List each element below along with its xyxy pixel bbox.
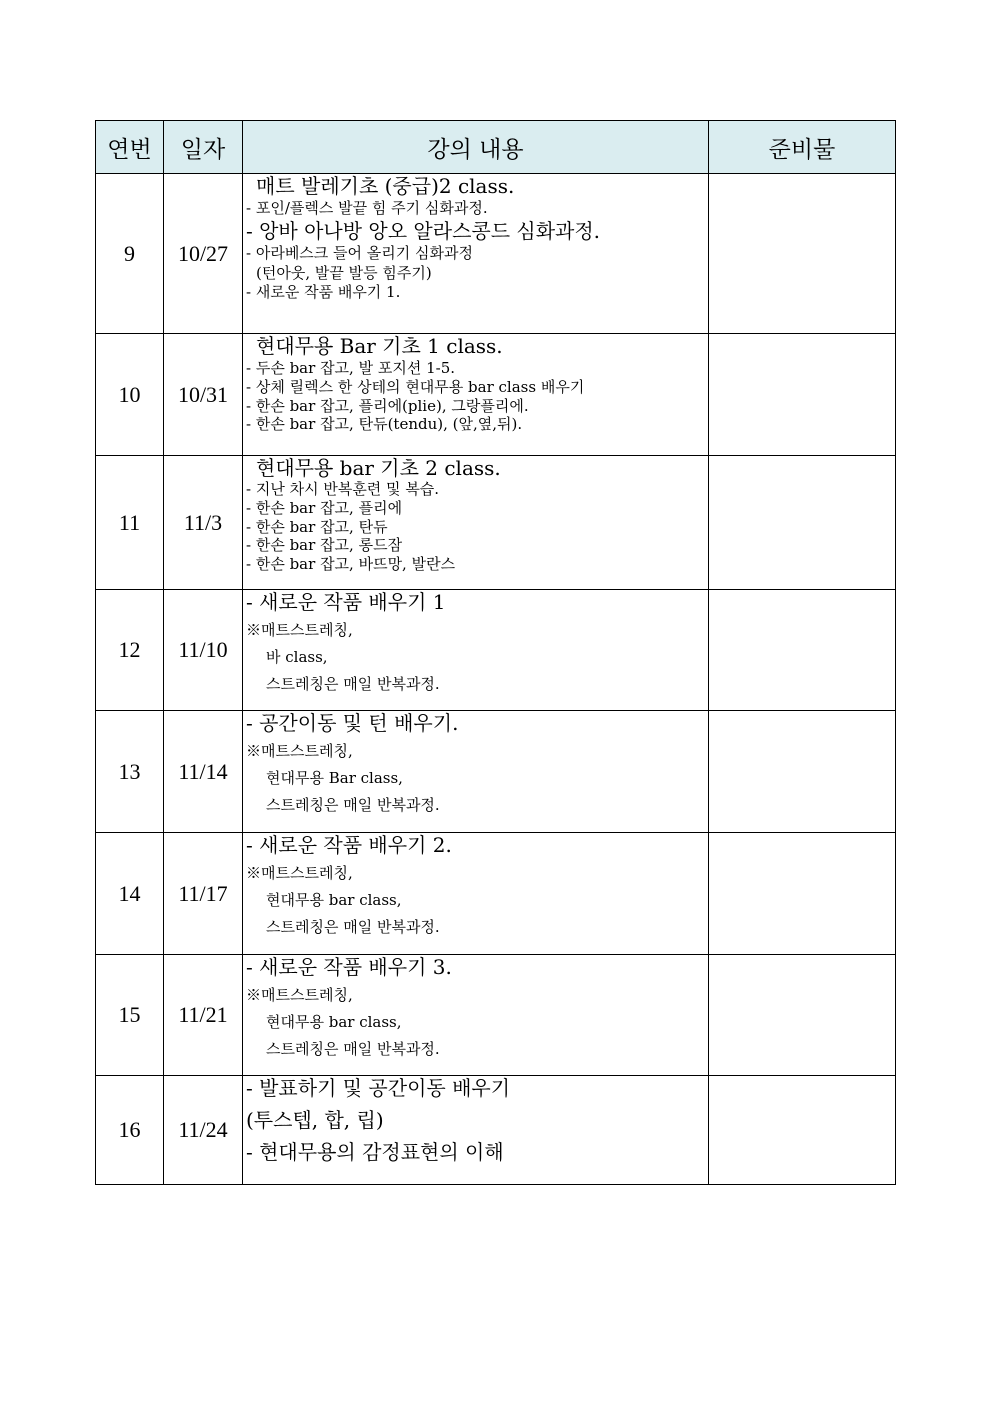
- row-date: 11/3: [164, 456, 243, 590]
- header-row: [96, 121, 896, 174]
- content-line: - 새로운 작품 배우기 1: [246, 590, 446, 614]
- content-line: ※매트스트레칭,: [246, 742, 353, 760]
- table-row: [96, 955, 896, 1076]
- lecture-schedule-table: [95, 120, 896, 1185]
- table-row: [96, 833, 896, 955]
- content-line: - 한손 bar 잡고, 롱드잠: [246, 536, 403, 555]
- row-num: 11: [96, 456, 164, 590]
- row-num: 10: [96, 334, 164, 456]
- content-line: 스트레칭은 매일 반복과정.: [266, 1039, 440, 1058]
- row-content: [243, 711, 709, 833]
- header-materials: 준비물: [709, 121, 896, 174]
- row-content: [243, 334, 709, 456]
- content-line: - 한손 bar 잡고, 플리에(plie), 그랑플리에.: [246, 396, 529, 415]
- content-line: ※매트스트레칭,: [246, 864, 353, 882]
- row-content: [243, 456, 709, 590]
- table-row: [96, 711, 896, 833]
- content-line: - 공간이동 및 턴 배우기.: [246, 711, 459, 735]
- content-line: - 발표하기 및 공간이동 배우기: [246, 1076, 511, 1100]
- content-line: - 앙바 아나방 앙오 알라스콩드 심화과정.: [246, 218, 601, 243]
- row-date: 10/27: [164, 174, 243, 334]
- content-line: 스트레칭은 매일 반복과정.: [266, 795, 440, 814]
- table-row: [96, 174, 896, 334]
- row-materials: [709, 833, 896, 955]
- row-num: 16: [96, 1076, 164, 1185]
- row-num: 12: [96, 590, 164, 711]
- row-content: [243, 590, 709, 711]
- header-date: 일자: [164, 121, 243, 174]
- table-row: [96, 590, 896, 711]
- row-materials: [709, 1076, 896, 1185]
- header-content: 강의 내용: [243, 121, 709, 174]
- row-date: 11/24: [164, 1076, 243, 1185]
- header-num: 연번: [96, 121, 164, 174]
- content-line: 현대무용 Bar class,: [266, 768, 403, 787]
- row-date: 11/10: [164, 590, 243, 711]
- row-date: 10/31: [164, 334, 243, 456]
- row-materials: [709, 334, 896, 456]
- row-num: 13: [96, 711, 164, 833]
- content-line: 현대무용 bar class,: [266, 890, 402, 909]
- content-line: - 상체 릴렉스 한 상테의 현대무용 bar class 배우기: [246, 377, 585, 396]
- row-content: [243, 1076, 709, 1185]
- content-line: 현대무용 bar 기초 2 class.: [256, 456, 501, 480]
- content-line: - 한손 bar 잡고, 플리에: [246, 498, 403, 517]
- row-date: 11/14: [164, 711, 243, 833]
- content-line: - 한손 bar 잡고, 탄듀: [246, 517, 388, 536]
- row-content: [243, 833, 709, 955]
- content-line: 현대무용 Bar 기초 1 class.: [256, 334, 503, 358]
- row-content: [243, 174, 709, 334]
- content-line: - 아라베스크 들어 올리기 심화과정: [246, 243, 474, 262]
- row-num: 14: [96, 833, 164, 955]
- table-row: [96, 456, 896, 590]
- row-materials: [709, 456, 896, 590]
- row-date: 11/21: [164, 955, 243, 1076]
- content-line: 바 class,: [266, 647, 328, 666]
- content-line: (턴아웃, 발끝 발등 힘주기): [256, 263, 432, 282]
- content-line: - 현대무용의 감정표현의 이해: [246, 1140, 504, 1164]
- content-line: - 포인/플렉스 발끝 힘 주기 심화과정.: [246, 199, 488, 217]
- table-row: [96, 1076, 896, 1185]
- row-materials: [709, 955, 896, 1076]
- content-line: - 한손 bar 잡고, 바뜨망, 발란스: [246, 555, 456, 573]
- row-content: [243, 955, 709, 1076]
- content-line: - 두손 bar 잡고, 발 포지션 1-5.: [246, 359, 456, 377]
- row-num: 15: [96, 955, 164, 1076]
- content-line: - 새로운 작품 배우기 1.: [246, 283, 401, 302]
- row-materials: [709, 590, 896, 711]
- row-date: 11/17: [164, 833, 243, 955]
- content-line: (투스텝, 합, 립): [246, 1108, 384, 1132]
- table-row: [96, 334, 896, 456]
- row-materials: [709, 711, 896, 833]
- row-num: 9: [96, 174, 164, 334]
- content-line: 매트 발레기초 (중급)2 class.: [256, 174, 515, 198]
- content-line: 스트레칭은 매일 반복과정.: [266, 917, 440, 936]
- content-line: - 새로운 작품 배우기 2.: [246, 833, 452, 857]
- content-line: - 새로운 작품 배우기 3.: [246, 955, 452, 979]
- content-line: - 지난 차시 반복훈련 및 복습.: [246, 480, 440, 498]
- content-line: ※매트스트레칭,: [246, 986, 353, 1004]
- content-line: 스트레칭은 매일 반복과정.: [266, 674, 440, 693]
- content-line: - 한손 bar 잡고, 탄듀(tendu), (앞,옆,뒤).: [246, 415, 523, 434]
- row-materials: [709, 174, 896, 334]
- content-line: ※매트스트레칭,: [246, 621, 353, 639]
- content-line: 현대무용 bar class,: [266, 1012, 402, 1031]
